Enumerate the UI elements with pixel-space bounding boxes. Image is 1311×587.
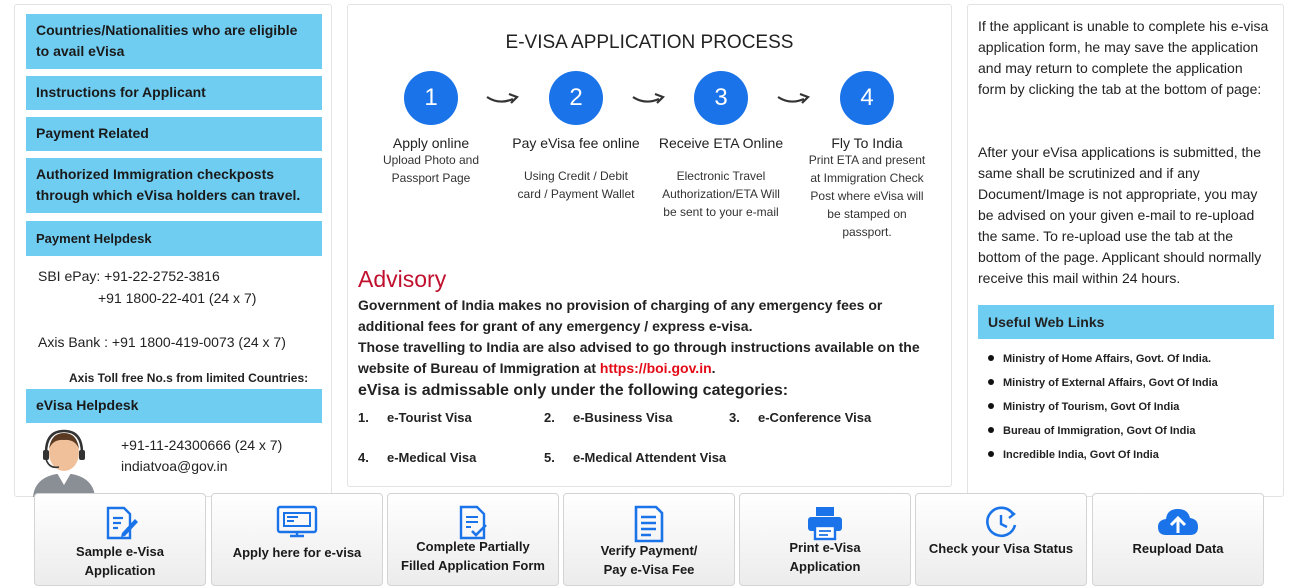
step-4-title: Fly To India — [831, 135, 903, 151]
category-num: 3. — [729, 410, 740, 425]
category-item — [729, 410, 871, 425]
clock-status-icon — [983, 505, 1019, 541]
tab-verify-payment[interactable] — [563, 493, 735, 586]
boi-link[interactable]: https://boi.gov.in — [599, 360, 712, 376]
tab-visa-status[interactable] — [915, 493, 1087, 586]
step-4-circle: 4 — [840, 71, 894, 125]
tab-label-1: Reupload Data — [1132, 541, 1224, 556]
category-label: e-Tourist Visa — [387, 410, 472, 425]
save-application-note: If the applicant is unable to complete his e-visa application form, he may save the application and may return to complete the application form by clicking the tab at the bottom of page: — [978, 18, 1269, 97]
advisory-para-2 — [358, 337, 943, 379]
step-2-desc: Using Credit / Debit card / Payment Wallet — [517, 169, 635, 201]
link-external-affairs[interactable] — [988, 377, 1218, 389]
categories-heading: eVisa is admissable only under the following categories: — [358, 382, 789, 399]
nav-instructions[interactable]: Instructions for Applicant — [26, 76, 322, 110]
tab-label-2: Pay e-Visa Fee — [603, 562, 695, 577]
link-label: Ministry of External Affairs, Govt Of India — [1003, 377, 1218, 389]
advisory-para-1: Government of India makes no provision of charging of any emergency fees or additional fees for grant of any emergency / express e-visa. — [358, 297, 883, 334]
category-label: e-Business Visa — [573, 410, 673, 425]
step-2-title: Pay eVisa fee online — [512, 135, 640, 151]
nav-payment-helpdesk[interactable]: Payment Helpdesk — [26, 221, 322, 256]
step-4-desc: Print ETA and present at Immigration Check Post where eVisa will be stamped on passport. — [808, 153, 926, 239]
left-panel — [14, 4, 332, 497]
category-label: e-Conference Visa — [758, 410, 872, 425]
arrow-icon — [776, 91, 812, 107]
link-immigration[interactable] — [988, 425, 1196, 437]
tab-label-2: Application — [789, 559, 861, 574]
center-panel — [347, 4, 952, 487]
link-incredible-india[interactable] — [988, 449, 1159, 461]
category-num: 2. — [544, 410, 555, 425]
tab-label-1: Complete Partially — [416, 539, 530, 554]
step-1-title: Apply online — [392, 135, 470, 151]
link-label: Bureau of Immigration, Govt Of India — [1003, 425, 1196, 437]
arrow-icon — [631, 91, 667, 107]
bullet-icon — [988, 451, 994, 457]
nav-payment-related[interactable]: Payment Related — [26, 117, 322, 151]
sbi-phone-1: SBI ePay: +91-22-2752-3816 — [38, 268, 220, 284]
link-label: Incredible India, Govt Of India — [1003, 449, 1159, 461]
link-tourism[interactable] — [988, 401, 1179, 413]
tab-label-1: Verify Payment/ — [600, 543, 698, 558]
step-1-circle: 1 — [404, 71, 458, 125]
tab-label-1: Sample e-Visa — [76, 544, 164, 559]
reupload-note: After your eVisa applications is submitted, the same shall be scrutinized and if any Document/Image is not appropriate, you may be advised on your given e-mail to re-upload the same. To re-upload use the tab at the bottom of the page. Applicant should normally receive this mail within 24 hours. — [978, 144, 1262, 286]
monitor-form-icon — [276, 505, 318, 541]
link-label: Ministry of Tourism, Govt Of India — [1003, 401, 1180, 413]
tab-label-2: Filled Application Form — [401, 558, 545, 573]
step-3-desc: Electronic Travel Authorization/ETA Will be sent to your e-mail — [662, 169, 780, 219]
bullet-icon — [988, 427, 994, 433]
link-home-affairs[interactable] — [988, 353, 1211, 365]
tab-apply-evisa[interactable] — [211, 493, 383, 586]
category-num: 4. — [358, 450, 369, 465]
cloud-upload-icon — [1156, 505, 1200, 541]
tab-print-application[interactable] — [739, 493, 911, 586]
tab-reupload-data[interactable] — [1092, 493, 1264, 586]
category-num: 5. — [544, 450, 555, 465]
helpdesk-email[interactable]: indiatvoa@gov.in — [121, 458, 228, 474]
tab-label-2: Application — [84, 563, 156, 578]
arrow-icon — [485, 91, 521, 107]
tab-label-1: Check your Visa Status — [928, 541, 1074, 556]
nav-eligible-countries[interactable]: Countries/Nationalities who are eligible to avail eVisa — [26, 14, 322, 69]
process-title: E-VISA APPLICATION PROCESS — [505, 32, 794, 53]
category-item — [544, 450, 726, 465]
tab-label-1: Apply here for e-visa — [232, 545, 362, 560]
category-label: e-Medical Visa — [387, 450, 477, 465]
bullet-icon — [988, 403, 994, 409]
tab-complete-partial[interactable] — [387, 493, 559, 586]
step-3-title: Receive ETA Online — [658, 135, 784, 151]
helpdesk-phone: +91-11-24300666 (24 x 7) — [121, 437, 283, 453]
advisory-para-2-text: Those travelling to India are also advised to go through instructions available on the website of Bureau of Immigration at — [358, 339, 920, 376]
step-2-circle: 2 — [549, 71, 603, 125]
category-item — [544, 410, 672, 425]
tab-label-1: Print e-Visa — [789, 540, 861, 555]
category-label: e-Medical Attendent Visa — [573, 450, 727, 465]
axis-phone: Axis Bank : +91 1800-419-0073 (24 x 7) — [38, 334, 286, 350]
right-panel — [967, 4, 1284, 497]
sbi-phone-2: +91 1800-22-401 (24 x 7) — [98, 290, 257, 306]
nav-evisa-helpdesk[interactable]: eVisa Helpdesk — [26, 389, 322, 423]
category-num: 1. — [358, 410, 369, 425]
document-edit-icon — [102, 505, 138, 541]
tab-sample-application[interactable] — [34, 493, 206, 586]
category-item — [358, 410, 472, 425]
nav-immigration-checkposts[interactable]: Authorized Immigration checkposts through which eVisa holders can travel. — [26, 158, 322, 213]
helpdesk-agent-icon — [29, 425, 99, 497]
useful-links-heading: Useful Web Links — [978, 305, 1274, 339]
advisory-heading: Advisory — [358, 266, 447, 292]
document-check-icon — [456, 505, 490, 541]
printer-icon — [806, 505, 844, 541]
category-item — [358, 450, 476, 465]
axis-toll-free: Axis Toll free No.s from limited Countries: — [69, 371, 309, 385]
step-1-desc: Upload Photo and Passport Page — [382, 153, 480, 185]
step-3-circle: 3 — [694, 71, 748, 125]
link-label: Ministry of Home Affairs, Govt. Of India. — [1003, 353, 1212, 365]
advisory-para-2-end: . — [711, 360, 716, 376]
bullet-icon — [988, 379, 994, 385]
bullet-icon — [988, 355, 994, 361]
document-list-icon — [632, 505, 666, 543]
